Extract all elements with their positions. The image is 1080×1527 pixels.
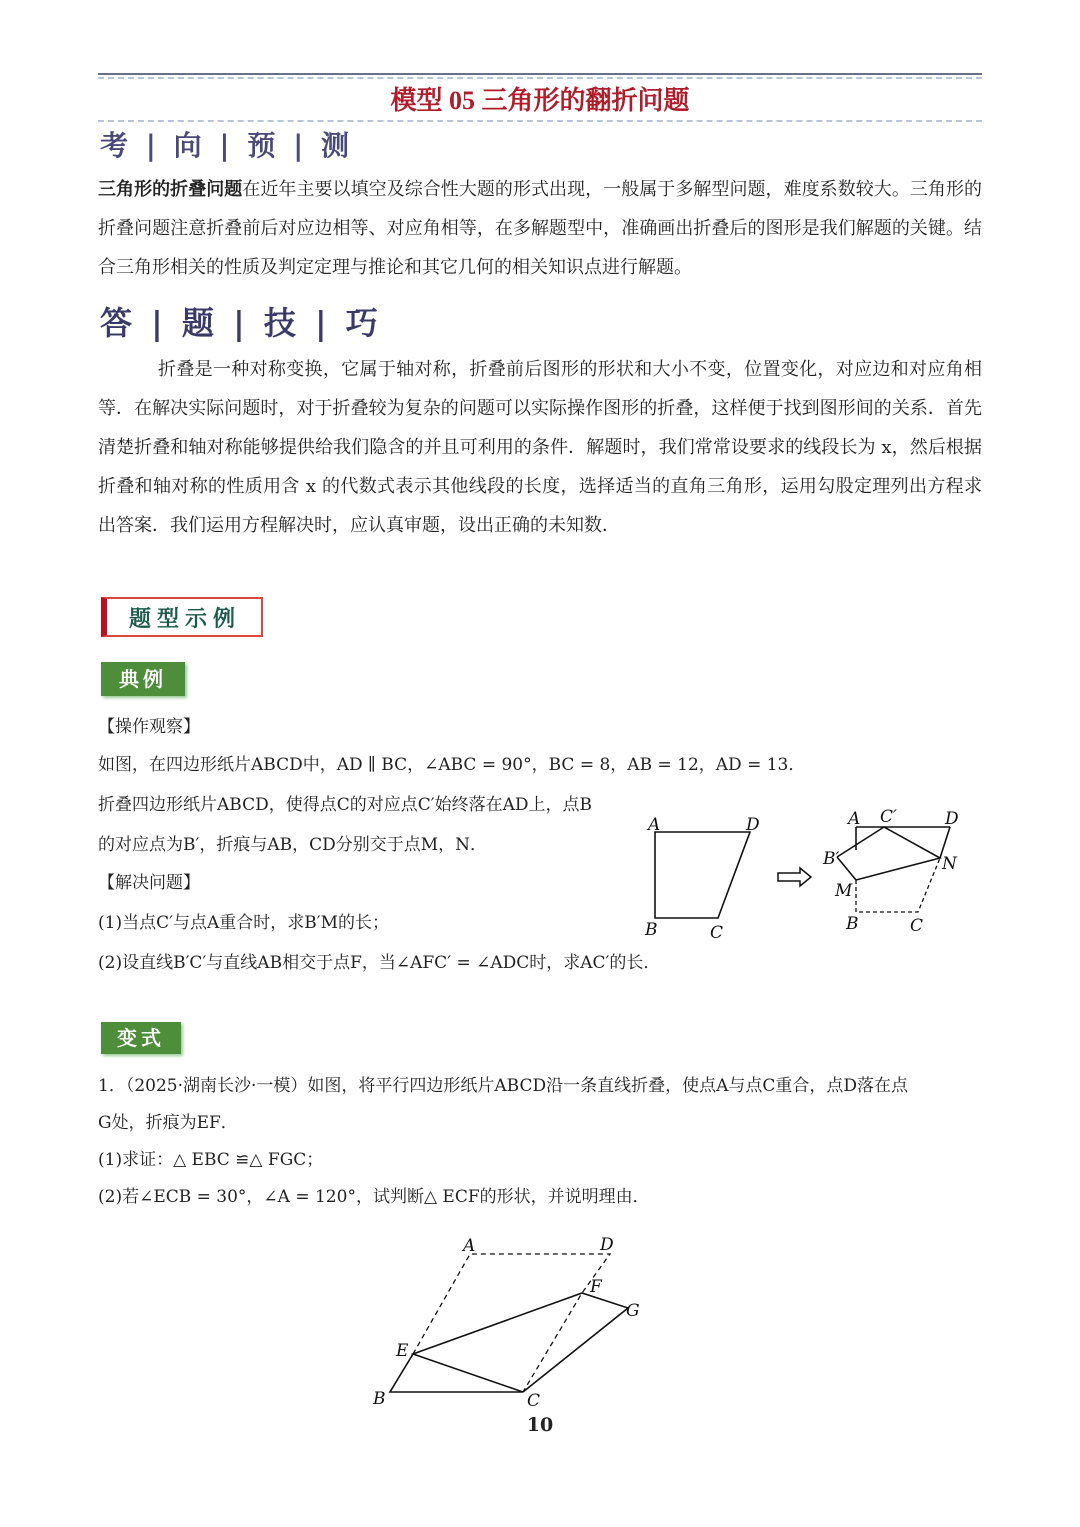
example-line: 的对应点为B′，折痕与AB，CD分别交于点M，N． xyxy=(98,835,488,855)
figure3-labels xyxy=(372,1235,640,1411)
typical-example-label: 典例 xyxy=(101,662,185,696)
figure-parallelogram-fold xyxy=(390,1254,628,1392)
figure-quadrilateral xyxy=(655,832,750,918)
figure1-labels xyxy=(644,815,760,943)
section-heading-exam-forecast: 考 | 向 | 预 | 测 xyxy=(100,129,354,162)
page-title: 模型 05 三角形的翻折问题 xyxy=(390,86,690,115)
svg-text:C: C xyxy=(710,923,724,943)
svg-text:N: N xyxy=(942,854,957,874)
arrow-right-icon xyxy=(778,868,811,886)
svg-text:B: B xyxy=(645,920,658,940)
intro-text: 在近年主要以填空及综合性大题的形式出现，一般属于多解型问题，难度系数较大。三角形的折叠问题注意折叠前后对应边相等、对应角相等，在多解题型中，准确画出折叠后的图形是我们解题的关键。结合三角形相关的性质及判定定理与推论和其它几何的相关知识点进行解题。 xyxy=(98,179,983,278)
svg-text:B: B xyxy=(846,914,859,934)
svg-text:C: C xyxy=(910,916,924,936)
example-line: (1)当点C′与点A重合时，求B′M的长； xyxy=(98,913,389,933)
example-line: (2)设直线B′C′与直线AB相交于点F，当∠AFC′ = ∠ADC时，求AC′的长． xyxy=(98,953,661,973)
example-line: 【解决问题】 xyxy=(98,873,200,893)
svg-text:D: D xyxy=(746,815,760,835)
page-number: 10 xyxy=(526,1414,554,1436)
svg-text:A: A xyxy=(848,809,861,829)
variant-line: (2)若∠ECB = 30°，∠A = 120°，试判断△ ECF的形状，并说明理由． xyxy=(98,1187,650,1207)
svg-text:C: C xyxy=(527,1391,541,1411)
svg-text:B: B xyxy=(373,1389,386,1409)
example-line: 【操作观察】 xyxy=(98,717,200,737)
variant-label: 变式 xyxy=(101,1022,181,1054)
svg-text:E: E xyxy=(396,1341,409,1361)
example-line: 折叠四边形纸片ABCD，使得点C的对应点C′始终落在AD上，点B xyxy=(98,795,592,815)
svg-text:D: D xyxy=(945,809,959,829)
svg-text:A: A xyxy=(463,1236,476,1256)
svg-text:C′: C′ xyxy=(880,807,897,827)
figure-folded-quadrilateral xyxy=(837,827,950,912)
svg-text:D: D xyxy=(600,1235,614,1255)
example-header-box: 题型示例 xyxy=(101,597,263,637)
variant-line: 1．（2025·湖南长沙·一模）如图，将平行四边形纸片ABCD沿一条直线折叠，使点A与点C重合，点D落在点 xyxy=(98,1076,909,1096)
svg-text:M: M xyxy=(835,881,853,901)
svg-text:G: G xyxy=(626,1301,640,1321)
variant-line: (1)求证：△ EBC ≌△ FGC； xyxy=(98,1150,324,1170)
variant-line: G处，折痕为EF． xyxy=(98,1113,238,1133)
section-heading-tips: 答 | 题 | 技 | 巧 xyxy=(100,304,382,342)
example-line: 如图，在四边形纸片ABCD中，AD ∥ BC，∠ABC = 90°，BC = 8，AB = 12，AD = 13． xyxy=(98,755,806,775)
svg-text:F: F xyxy=(590,1277,602,1297)
svg-text:A: A xyxy=(648,815,661,835)
intro-bold: 三角形的折叠问题 xyxy=(98,179,243,200)
svg-text:B′: B′ xyxy=(823,849,840,869)
tips-paragraph: 折叠是一种对称变换，它属于轴对称，折叠前后图形的形状和大小不变，位置变化，对应边和对应角相等．在解决实际问题时，对于折叠较为复杂的问题可以实际操作图形的折叠，这样便于找到图形间的关系．首先清楚折叠和轴对称能够提供给我们隐含的并且可利用的条件．解题时，我们常常设要求的线段长为 x，然后根据折叠和轴对称的性质用含 x 的代数式表示其他线段的长度，选择适当的直角三角形，运用勾股定理列出方程求出答案．我们运用方程解决时，应认真审题，设出正确的未知数． xyxy=(98,359,982,536)
